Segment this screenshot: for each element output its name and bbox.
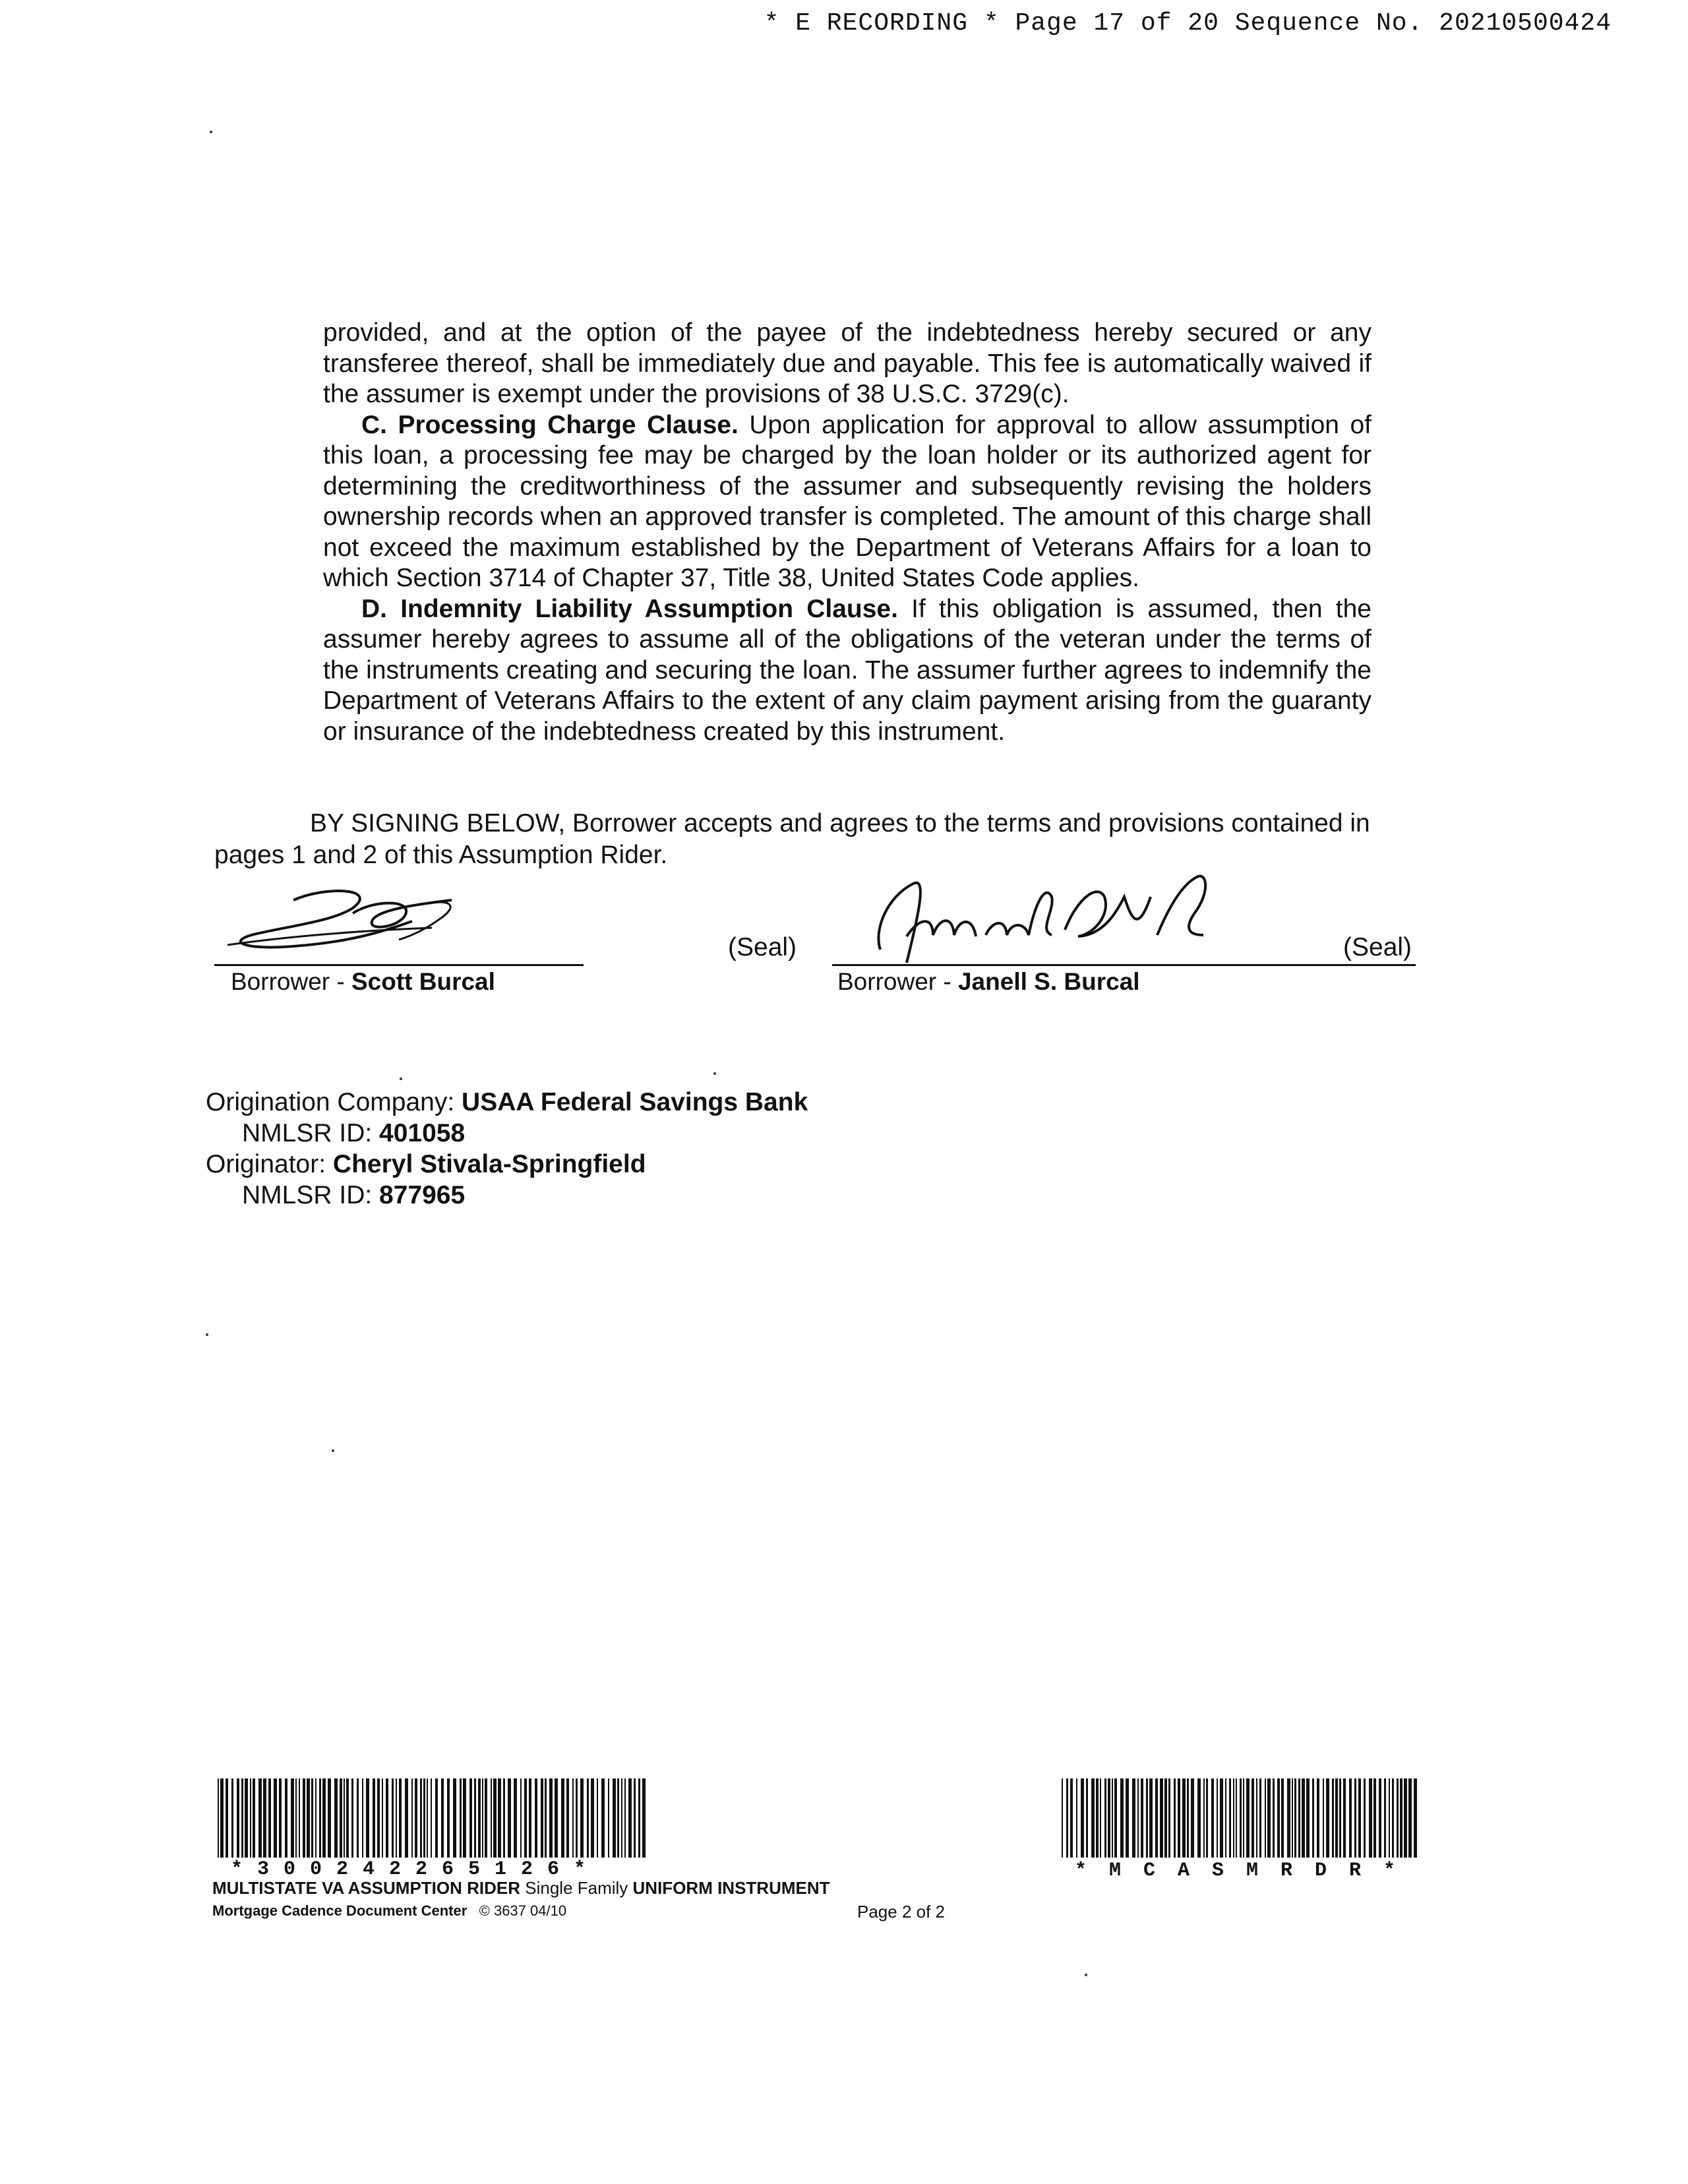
- barcode-bar: [587, 1778, 589, 1858]
- barcode-bar: [250, 1778, 251, 1858]
- barcode-bar: [399, 1778, 402, 1858]
- borrower1-name: Scott Burcal: [351, 968, 495, 995]
- barcode-bar: [478, 1778, 481, 1858]
- origination-company-name: USAA Federal Savings Bank: [462, 1088, 808, 1116]
- barcode-bar: [1091, 1778, 1095, 1858]
- barcode-bar: [460, 1778, 462, 1858]
- barcode-bar: [1312, 1778, 1314, 1858]
- barcode-bar: [1233, 1778, 1234, 1858]
- barcode-bar: [482, 1778, 483, 1858]
- barcode-bar: [1281, 1778, 1284, 1858]
- barcode-bar: [366, 1778, 369, 1858]
- barcode-bar: [474, 1778, 476, 1858]
- barcode-bar: [1323, 1778, 1324, 1858]
- barcode-bar: [1225, 1778, 1226, 1858]
- barcode-bar: [423, 1778, 425, 1858]
- barcode-bar: [1168, 1778, 1170, 1858]
- barcode-bar: [1287, 1778, 1290, 1858]
- borrower1-caption: Borrower - Scott Burcal: [231, 968, 495, 995]
- page-number: Page 2 of 2: [857, 1902, 945, 1922]
- barcode-bar: [597, 1778, 598, 1858]
- barcode-bar: [608, 1778, 609, 1858]
- barcode-bar: [514, 1778, 517, 1858]
- barcode-bar: [613, 1778, 616, 1858]
- signature-line-borrower2: [832, 964, 1416, 966]
- barcode-bar: [382, 1778, 383, 1858]
- barcode-bar: [237, 1778, 239, 1858]
- barcode-bar: [508, 1778, 511, 1858]
- barcode-bar: [274, 1778, 277, 1858]
- barcode-bar: [1182, 1778, 1186, 1858]
- scan-speck: [713, 1072, 716, 1075]
- barcode-bar: [572, 1778, 574, 1858]
- barcode-bar: [1081, 1778, 1084, 1858]
- barcode-bar: [218, 1778, 219, 1858]
- barcode-bar: [357, 1778, 359, 1858]
- barcode-bar: [1149, 1778, 1153, 1858]
- barcode-bar: [545, 1778, 547, 1858]
- barcode-bar: [1267, 1778, 1271, 1858]
- barcode-bar: [303, 1778, 305, 1858]
- signature-janell: [828, 857, 1236, 969]
- barcode-bar: [1343, 1778, 1346, 1858]
- barcode-bar: [1292, 1778, 1293, 1858]
- originator-line: Originator: Cheryl Stivala-Springfield: [206, 1150, 646, 1178]
- barcode-bar: [245, 1778, 248, 1858]
- barcode-bar: [634, 1778, 636, 1858]
- seal-label-borrower1: (Seal): [728, 933, 797, 961]
- barcode-bar: [1364, 1778, 1366, 1858]
- barcode-bar: [601, 1778, 605, 1858]
- barcode-bar: [1339, 1778, 1341, 1858]
- barcode-bar: [485, 1778, 487, 1858]
- barcode-bar: [1100, 1778, 1101, 1858]
- barcode-bar: [491, 1778, 492, 1858]
- barcode-bar: [1298, 1778, 1300, 1858]
- barcode-bar: [524, 1778, 527, 1858]
- borrower2-name: Janell S. Burcal: [957, 968, 1140, 995]
- seal-label-borrower2: (Seal): [1343, 933, 1412, 961]
- barcode-bar: [447, 1778, 450, 1858]
- barcode-bar: [291, 1778, 294, 1858]
- barcode-bar: [1277, 1778, 1280, 1858]
- barcode-bar: [373, 1778, 375, 1858]
- barcode-bar: [628, 1778, 632, 1858]
- barcode-bar: [1076, 1778, 1077, 1858]
- barcode-bar: [344, 1778, 345, 1858]
- barcode-bar: [1265, 1778, 1266, 1858]
- barcode-bar: [1191, 1778, 1194, 1858]
- originator-nmlsr-id: 877965: [379, 1181, 466, 1209]
- barcode-bar: [498, 1778, 501, 1858]
- signature-line-borrower1: [214, 964, 584, 966]
- barcode-bar: [529, 1778, 531, 1858]
- barcode-bar: [1096, 1778, 1099, 1858]
- barcode-bar: [226, 1778, 228, 1858]
- barcode-bar: [1174, 1778, 1176, 1858]
- barcode-bar: [1236, 1778, 1237, 1858]
- origination-company-line: Origination Company: USAA Federal Savings Bank: [206, 1088, 808, 1116]
- barcode-bar: [1392, 1778, 1394, 1858]
- barcode-bar: [1317, 1778, 1319, 1858]
- barcode-bar: [315, 1778, 316, 1858]
- barcode-bar: [1211, 1778, 1214, 1858]
- barcode-bar: [268, 1778, 271, 1858]
- barcode-bar: [1229, 1778, 1231, 1858]
- barcode-bar: [1326, 1778, 1329, 1858]
- barcode-bar: [340, 1778, 342, 1858]
- barcode-bar: [263, 1778, 266, 1858]
- barcode-bar: [549, 1778, 553, 1858]
- barcode-bar: [1132, 1778, 1135, 1858]
- barcode-bar: [1389, 1778, 1390, 1858]
- barcode-bar: [351, 1778, 353, 1858]
- company-nmlsr-line: NMLSR ID: 401058: [242, 1119, 466, 1147]
- barcode-bar: [441, 1778, 444, 1858]
- barcode-bar: [1414, 1778, 1417, 1858]
- rider-body: [323, 318, 1372, 747]
- barcode-bar: [535, 1778, 537, 1858]
- barcode-bar: [1220, 1778, 1223, 1858]
- barcode-bar: [1246, 1778, 1250, 1858]
- barcode-bar: [405, 1778, 408, 1858]
- barcode-bar: [555, 1778, 558, 1858]
- scan-speck: [210, 131, 212, 133]
- barcode-bar: [621, 1778, 622, 1858]
- barcode-bar: [420, 1778, 422, 1858]
- company-nmlsr-id: 401058: [379, 1119, 466, 1147]
- barcode-bar: [1164, 1778, 1167, 1858]
- barcode-bar: [431, 1778, 432, 1858]
- form-number: © 3637 04/10: [479, 1902, 567, 1919]
- barcode-bar: [253, 1778, 255, 1858]
- publisher-name: Mortgage Cadence Document Center: [212, 1902, 467, 1919]
- barcode-bar: [1332, 1778, 1334, 1858]
- barcode-bar: [580, 1778, 584, 1858]
- barcode-bar: [1146, 1778, 1148, 1858]
- barcode-bar: [624, 1778, 626, 1858]
- signing-statement: BY SIGNING BELOW, Borrower accepts and agrees to the terms and provisions contained in pages 1 and 2 of this Assumption Rider.: [214, 809, 1370, 869]
- barcode-bar: [1141, 1778, 1143, 1858]
- barcode-bar: [469, 1778, 472, 1858]
- barcode-bar: [520, 1778, 522, 1858]
- barcode-bar: [1160, 1778, 1163, 1858]
- barcode-bar: [1178, 1778, 1180, 1858]
- barcode-bar: [1070, 1778, 1073, 1858]
- barcode-bar: [576, 1778, 578, 1858]
- scan-speck: [1085, 1974, 1087, 1976]
- barcode-bar: [1114, 1778, 1117, 1858]
- barcode-bar: [1126, 1778, 1129, 1858]
- barcode-bar: [396, 1778, 397, 1858]
- barcode-bar: [1404, 1778, 1407, 1858]
- barcode-bar: [1259, 1778, 1261, 1858]
- form-publisher-line: [212, 1902, 566, 1920]
- barcode-bar: [1397, 1778, 1399, 1858]
- barcode-bar: [1155, 1778, 1158, 1858]
- barcode-bar: [503, 1778, 505, 1858]
- barcode-bar: [377, 1778, 380, 1858]
- barcode-bar: [1373, 1778, 1376, 1858]
- barcode-bar: [1400, 1778, 1402, 1858]
- barcode-bar: [1137, 1778, 1139, 1858]
- barcode-bar: [1273, 1778, 1275, 1858]
- barcode-bar: [319, 1778, 321, 1858]
- barcode-bar: [1240, 1778, 1242, 1858]
- barcode-bar: [241, 1778, 243, 1858]
- barcode-bar: [220, 1778, 224, 1858]
- form-barcode: [1062, 1778, 1418, 1871]
- barcode-bar: [392, 1778, 394, 1858]
- barcode-bar: [1379, 1778, 1381, 1858]
- scan-speck: [332, 1449, 334, 1452]
- barcode-bar: [1086, 1778, 1088, 1858]
- barcode-bar: [231, 1778, 233, 1858]
- barcode-bar: [346, 1778, 349, 1858]
- barcode-bar: [1369, 1778, 1372, 1858]
- barcode-bar: [1112, 1778, 1113, 1858]
- barcode-bar: [311, 1778, 313, 1858]
- barcode-bar: [1408, 1778, 1412, 1858]
- barcode-bar: [1203, 1778, 1205, 1858]
- barcode-bar: [1302, 1778, 1305, 1858]
- barcode-bar: [617, 1778, 619, 1858]
- scan-speck: [400, 1077, 402, 1080]
- barcode-bar: [295, 1778, 297, 1858]
- barcode-bar: [362, 1778, 363, 1858]
- originator-name: Cheryl Stivala-Springfield: [332, 1150, 646, 1178]
- barcode-bar: [1384, 1778, 1386, 1858]
- indemnity-text: If this obligation is assumed, then the assumer hereby agrees to assume all of the obligations of the veteran under the terms of the instruments creating and securing the loan. The assumer further agrees to indemnify the Department of Veterans Affairs to the extent of any claim payment arising from the guaranty or insurance of the indebtedness created by this instrument.: [323, 594, 1372, 746]
- barcode-bar: [1206, 1778, 1208, 1858]
- origination-block: [206, 1087, 808, 1211]
- barcode-bar: [1062, 1778, 1063, 1858]
- loan-barcode: [218, 1778, 646, 1871]
- barcode-bar: [299, 1778, 300, 1858]
- scan-speck: [206, 1333, 208, 1336]
- barcode-bar: [1354, 1778, 1356, 1858]
- barcode-bar: [334, 1778, 338, 1858]
- barcode-bar: [1197, 1778, 1201, 1858]
- form-title: MULTISTATE VA ASSUMPTION RIDER Single Family UNIFORM INSTRUMENT: [212, 1878, 830, 1898]
- barcode-bar: [591, 1778, 594, 1858]
- barcode-bar: [561, 1778, 564, 1858]
- loan-barcode-text: *300242265126*: [231, 1858, 601, 1881]
- barcode-bar: [453, 1778, 456, 1858]
- barcode-bar: [415, 1778, 417, 1858]
- borrower2-caption: Borrower - Janell S. Burcal: [837, 968, 1140, 995]
- barcode-bar: [566, 1778, 569, 1858]
- barcode-bar: [1104, 1778, 1106, 1858]
- barcode-bar: [411, 1778, 413, 1858]
- barcode-bar: [258, 1778, 262, 1858]
- originator-nmlsr-line: NMLSR ID: 877965: [242, 1181, 466, 1209]
- form-barcode-text: *MCASMRDR*: [1075, 1860, 1418, 1882]
- barcode-bar: [1187, 1778, 1189, 1858]
- barcode-bar: [1251, 1778, 1254, 1858]
- barcode-bar: [386, 1778, 388, 1858]
- barcode-bar: [1217, 1778, 1218, 1858]
- continuation-paragraph: provided, and at the option of the payee of the indebtedness hereby secured or any transferee thereof, shall be immediately due and payable. This fee is automatically waived if the assumer is exempt under the provisions of 38 U.S.C. 3729(c).: [323, 318, 1372, 408]
- indemnity-paragraph: [323, 594, 1372, 748]
- barcode-bar: [1120, 1778, 1124, 1858]
- barcode-bar: [1306, 1778, 1310, 1858]
- barcode-bar: [279, 1778, 282, 1858]
- barcode-bar: [1294, 1778, 1296, 1858]
- barcode-bar: [427, 1778, 428, 1858]
- indemnity-heading: D. Indemnity Liability Assumption Clause.: [361, 594, 898, 623]
- barcode-bar: [1335, 1778, 1338, 1858]
- barcode-bar: [541, 1778, 543, 1858]
- processing-charge-text: Upon application for approval to allow assumption of this loan, a processing fee may be charged by the loan holder or its authorized agent for determining the creditworthiness of the assumer and subsequently revising the holders ownership records when an approved transfer is completed. The amount of this charge shall not exceed the maximum established by the Department of Veterans Affairs for a loan to which Section 3714 of Chapter 37, Title 38, United States Code applies.: [323, 410, 1372, 592]
- recording-header: * E RECORDING * Page 17 of 20 Sequence No. 20210500424: [764, 9, 1612, 38]
- barcode-bar: [1256, 1778, 1257, 1858]
- barcode-bar: [307, 1778, 310, 1858]
- barcode-bar: [1349, 1778, 1352, 1858]
- barcode-bar: [463, 1778, 466, 1858]
- barcode-bar: [1108, 1778, 1110, 1858]
- barcode-bar: [435, 1778, 438, 1858]
- signature-scott: [214, 880, 584, 959]
- barcode-bar: [638, 1778, 640, 1858]
- barcode-bar: [328, 1778, 331, 1858]
- barcode-bar: [1358, 1778, 1361, 1858]
- processing-charge-heading: C. Processing Charge Clause.: [361, 410, 738, 439]
- barcode-bar: [493, 1778, 497, 1858]
- barcode-bar: [1243, 1778, 1244, 1858]
- barcode-bar: [285, 1778, 287, 1858]
- barcode-bar: [322, 1778, 326, 1858]
- processing-charge-paragraph: [323, 410, 1372, 594]
- barcode-bar: [642, 1778, 646, 1858]
- barcode-bar: [1066, 1778, 1068, 1858]
